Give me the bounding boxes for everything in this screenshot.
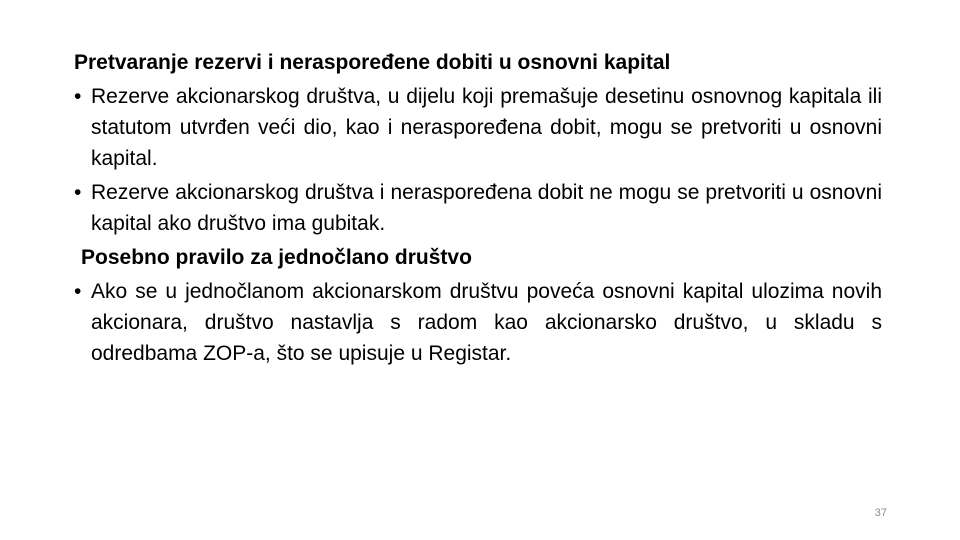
page-number: 37 bbox=[874, 507, 887, 519]
bullet-text: Rezerve akcionarskog društva i neraspoređena dobit ne mogu se pretvoriti u osnovni kapital ako društvo ima gubitak. bbox=[91, 181, 882, 235]
bullet-icon: • bbox=[74, 181, 82, 204]
bullet-item bbox=[74, 177, 882, 239]
bullet-item bbox=[74, 81, 882, 174]
bullet-item bbox=[74, 276, 882, 369]
bullet-text: Ako se u jednočlanom akcionarskom društvu poveća osnovni kapital ulozima novih akcionara, društvo nastavlja s radom kao akcionarsko društvo, u skladu s odredbama ZOP-a, što se upisuje u Registar. bbox=[91, 280, 882, 365]
section-heading-single-member: Posebno pravilo za jednočlano društvo bbox=[81, 246, 472, 269]
slide-content bbox=[74, 47, 882, 369]
bullet-icon: • bbox=[74, 85, 82, 108]
section-heading-conversion: Pretvaranje rezervi i neraspoređene dobiti u osnovni kapital bbox=[74, 51, 671, 74]
bullet-text: Rezerve akcionarskog društva, u dijelu koji premašuje desetinu osnovnog kapitala ili statutom utvrđen veći dio, kao i neraspoređena dobit, mogu se pretvoriti u osnovni kapital. bbox=[91, 85, 882, 170]
bullet-icon: • bbox=[74, 280, 82, 303]
